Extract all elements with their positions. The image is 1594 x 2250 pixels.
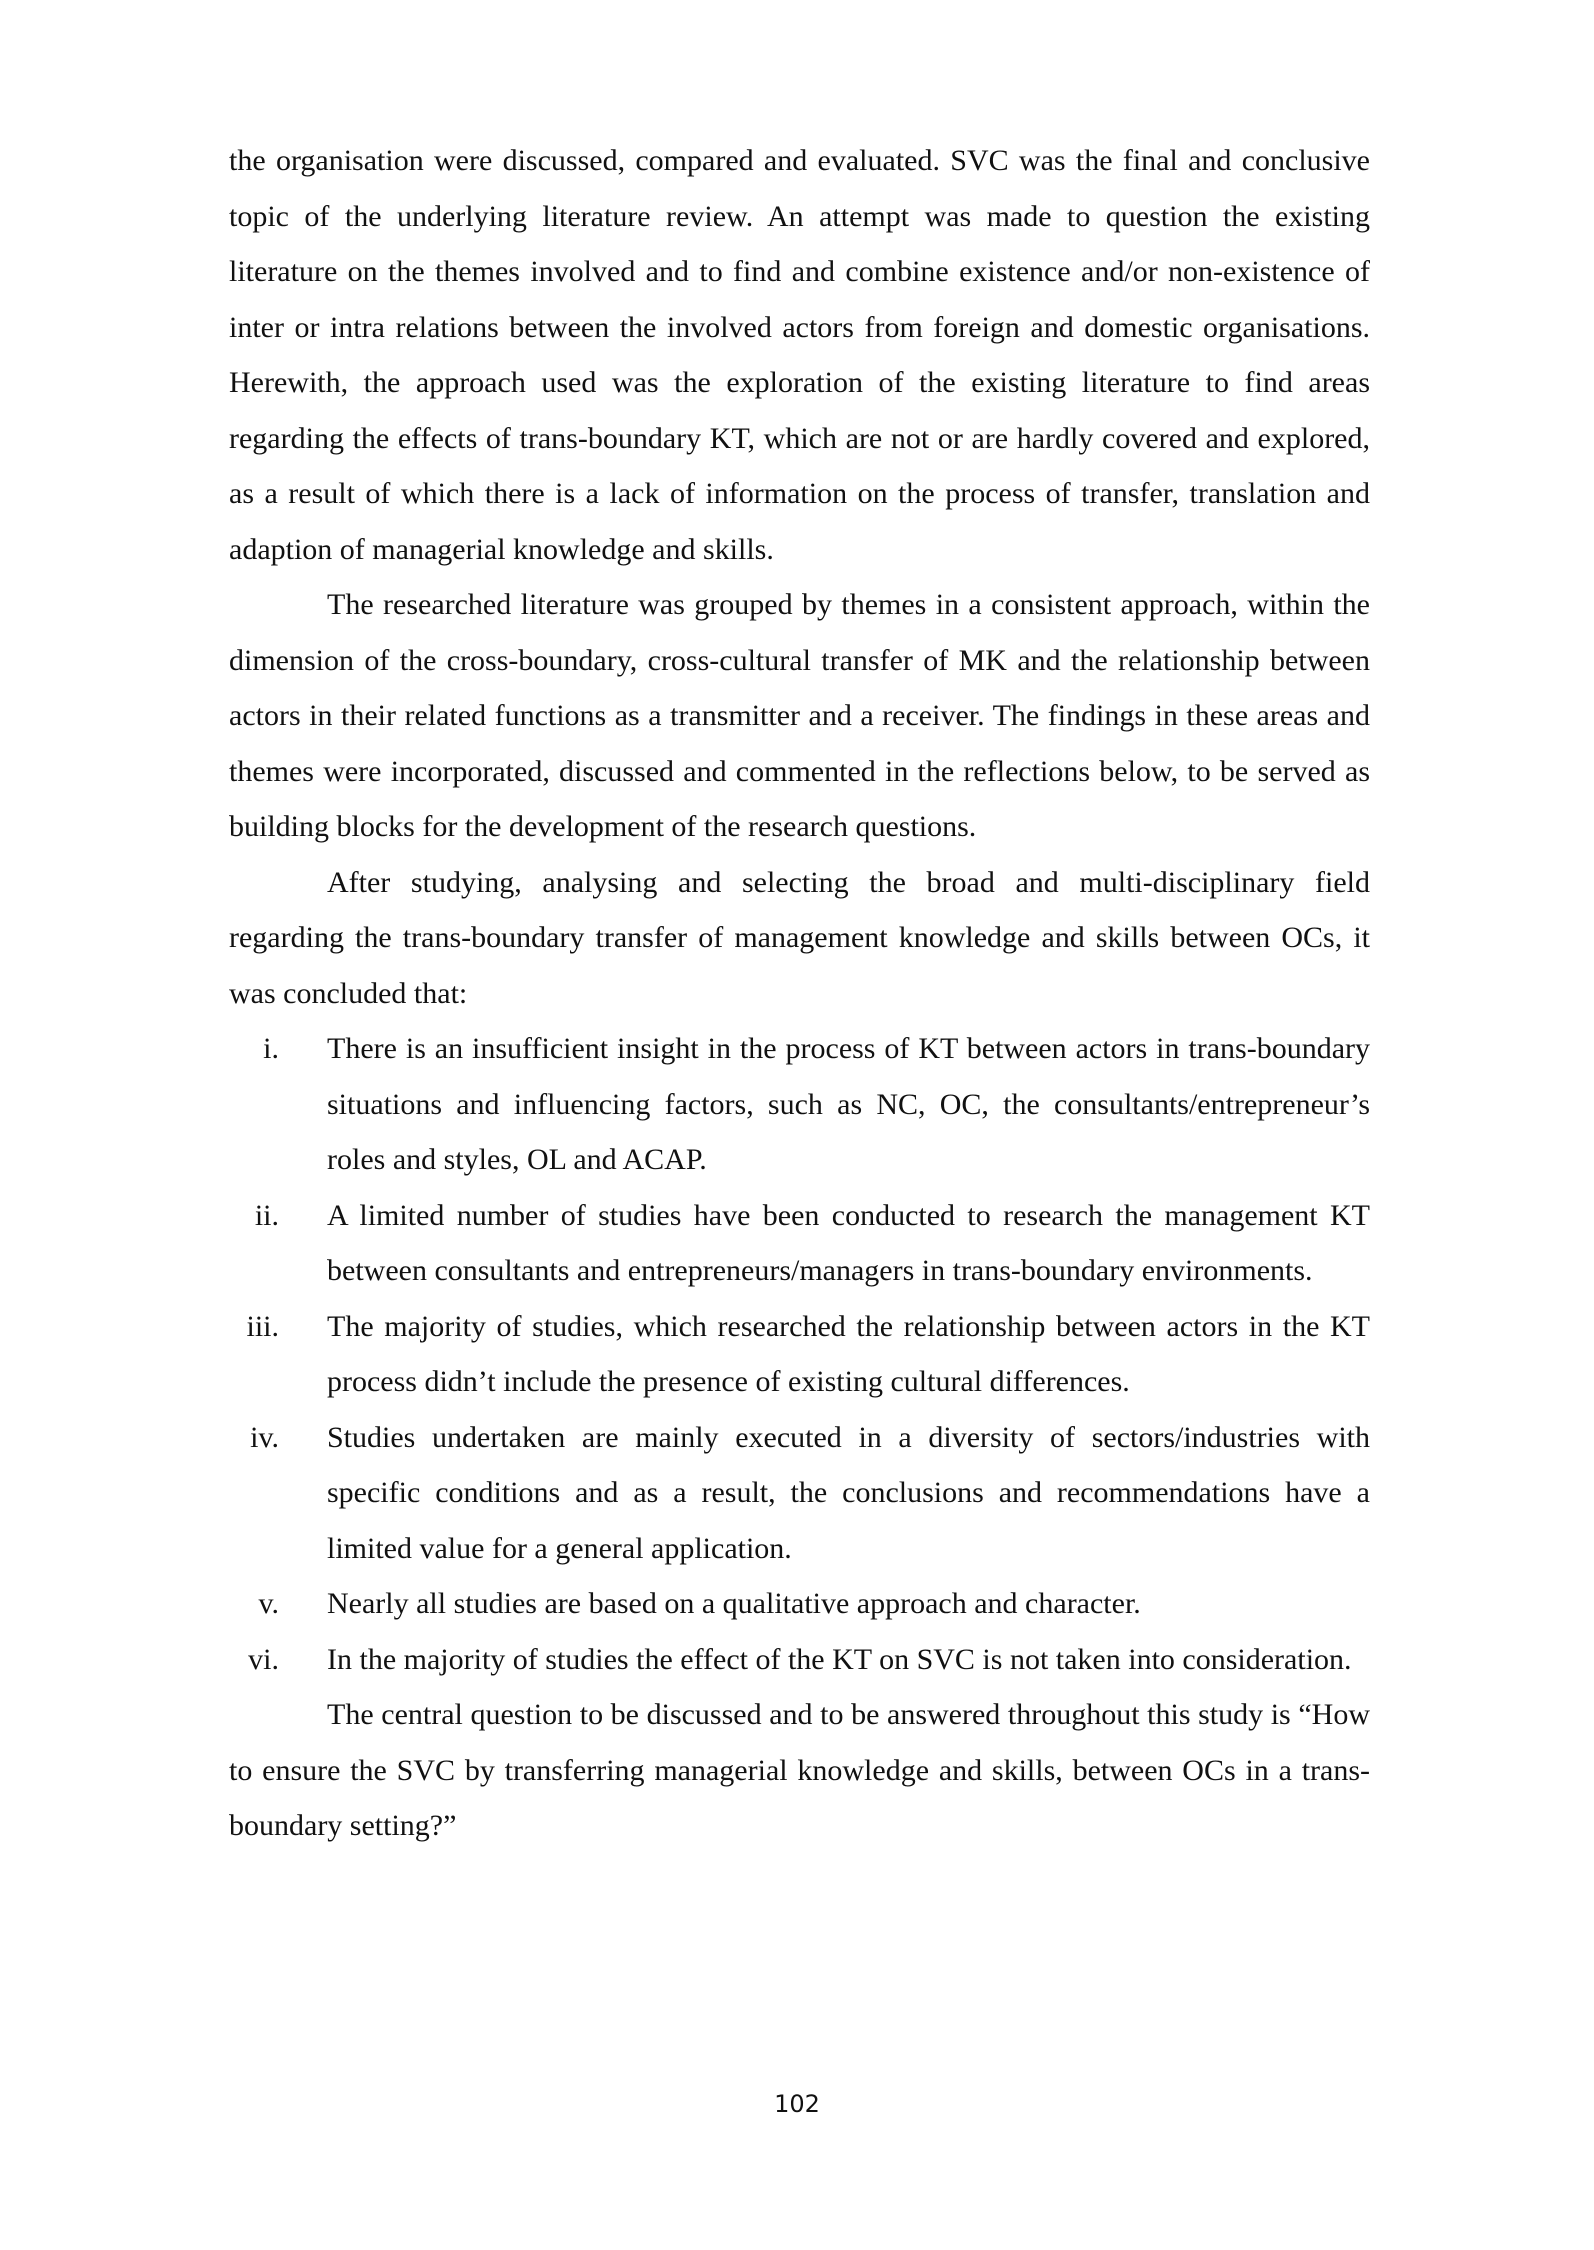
- list-item: [229, 1410, 1370, 1577]
- list-number: iii.: [246, 1309, 279, 1343]
- list-item: [229, 1188, 1370, 1299]
- list-item: [229, 1021, 1370, 1188]
- list-item: [229, 1299, 1370, 1410]
- list-item: [229, 1632, 1370, 1688]
- list-number: i.: [263, 1032, 279, 1065]
- list-text: The majority of studies, which researched the relationship between actors in the KT process didn’t include the presence of existing cultural differences.: [327, 1309, 1370, 1398]
- list-text: Studies undertaken are mainly executed in a diversity of sectors/industries with specific conditions and as a result, the conclusions and recommendations have a limited value for a general application.: [327, 1420, 1370, 1565]
- page-body: [229, 133, 1370, 1854]
- paragraph: The researched literature was grouped by themes in a consistent approach, within the dimension of the cross-boundary, cross-cultural transfer of MK and the relationship between actors in their related functions as a transmitter and a receiver. The findings in these areas and themes were incorporated, discussed and commented in the reflections below, to be served as building blocks for the development of the research questions.: [229, 588, 1370, 843]
- conclusion-list: [229, 1021, 1370, 1687]
- list-text: There is an insufficient insight in the process of KT between actors in trans-boundary situations and influencing factors, such as NC, OC, the consultants/entrepreneur’s roles and styles, OL and ACAP.: [327, 1032, 1370, 1176]
- paragraph: the organisation were discussed, compared and evaluated. SVC was the final and conclusive topic of the underlying literature review. An attempt was made to question the existing literature on the themes involved and to find and combine existence and/or non-existence of inter or intra relations between the involved actors from foreign and domestic organisations. Herewith, the approach used was the exploration of the existing literature to find areas regarding the effects of trans-boundary KT, which are not or are hardly covered and explored, as a result of which there is a lack of information on the process of transfer, translation and adaption of managerial knowledge and skills.: [229, 144, 1370, 566]
- list-item: [229, 1576, 1370, 1632]
- list-text: Nearly all studies are based on a qualitative approach and character.: [327, 1587, 1141, 1620]
- list-number: iv.: [250, 1420, 279, 1454]
- paragraph: After studying, analysing and selecting the broad and multi-disciplinary field regarding the trans-boundary transfer of management knowledge and skills between OCs, it was concluded that:: [229, 865, 1370, 1010]
- list-number: vi.: [248, 1642, 279, 1676]
- list-number: ii.: [254, 1198, 279, 1232]
- list-text: In the majority of studies the effect of the KT on SVC is not taken into consideration.: [327, 1642, 1352, 1676]
- closing-paragraph: The central question to be discussed and to be answered throughout this study is “How to ensure the SVC by transferring managerial knowledge and skills, between OCs in a trans-boundary setting?”: [229, 1698, 1370, 1842]
- page-number: 102: [774, 2090, 820, 2118]
- list-number: v.: [258, 1587, 279, 1620]
- list-text: A limited number of studies have been conducted to research the management KT between consultants and entrepreneurs/managers in trans-boundary environments.: [327, 1198, 1370, 1287]
